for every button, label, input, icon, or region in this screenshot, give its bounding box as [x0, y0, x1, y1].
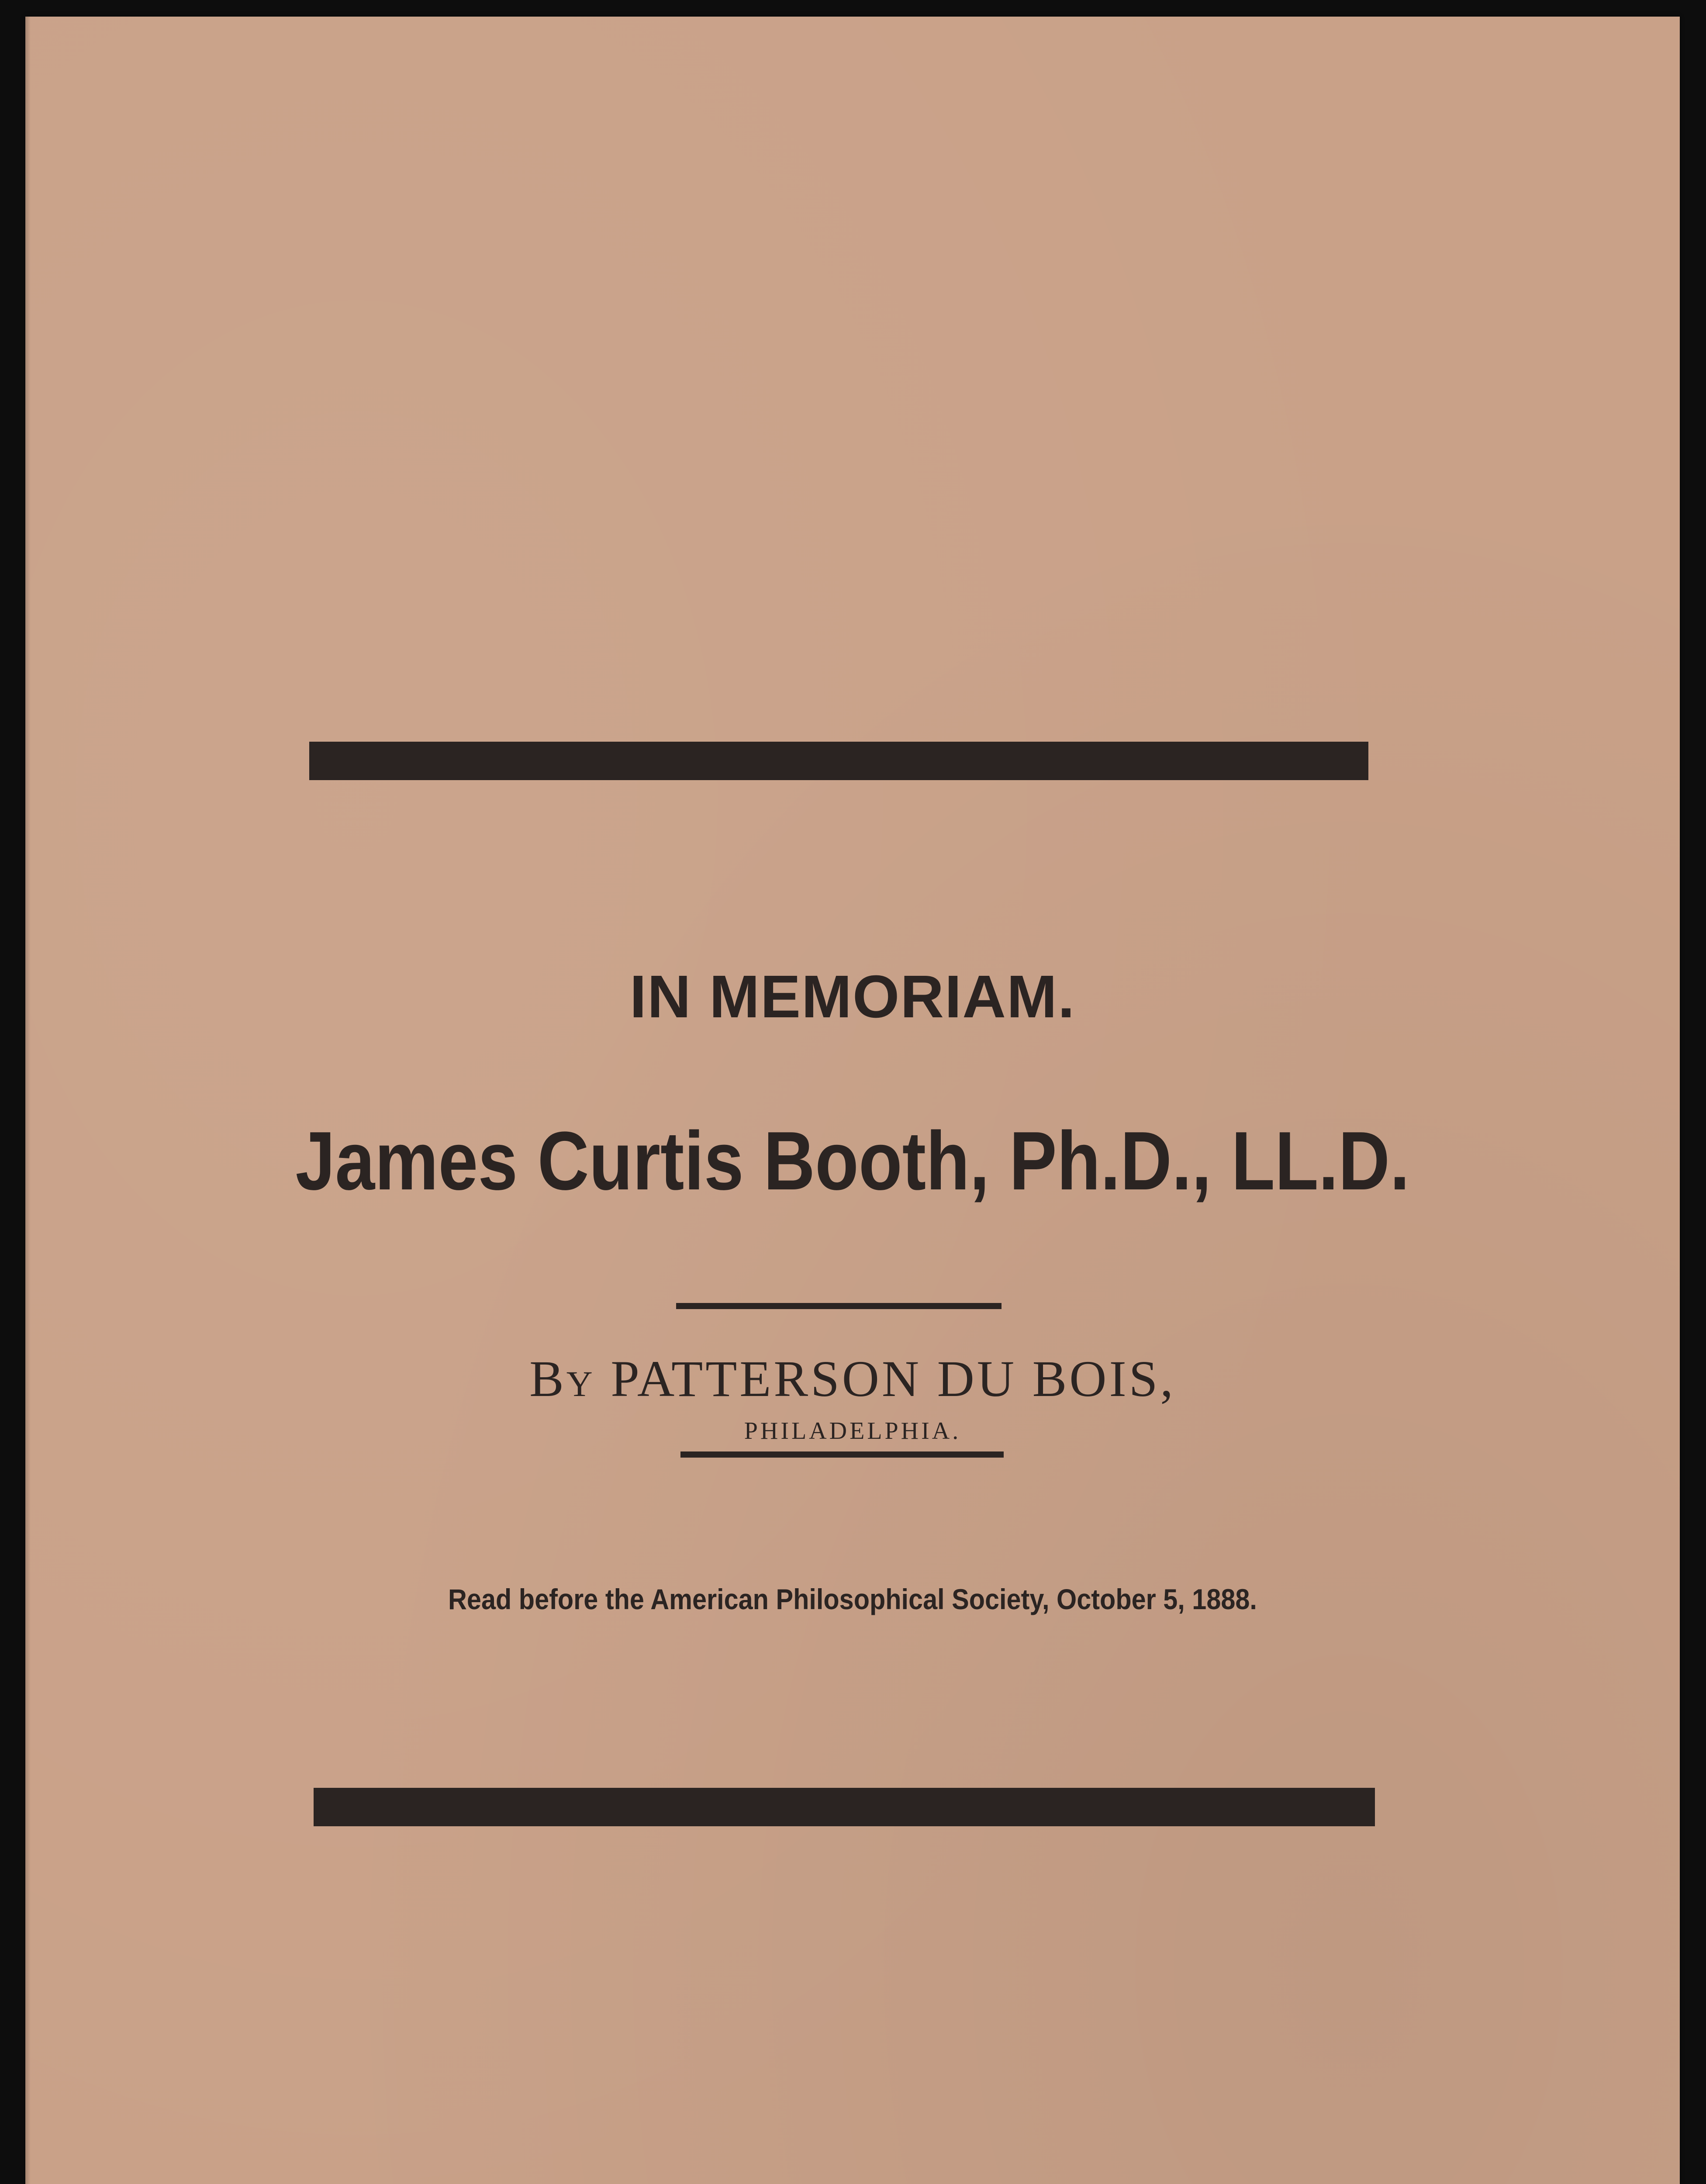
author-upper-rule — [676, 1303, 1001, 1309]
bottom-heavy-rule — [314, 1788, 1375, 1826]
top-heavy-rule — [309, 742, 1368, 780]
subject-name: James Curtis Booth, Ph.D., LL.D. — [295, 1115, 1410, 1207]
pamphlet-cover — [25, 17, 1680, 2184]
location-line: PHILADELPHIA. — [744, 1417, 961, 1444]
author-lower-rule — [680, 1451, 1004, 1458]
spine-shadow — [25, 17, 31, 2184]
memoriam-heading: IN MEMORIAM. — [629, 963, 1076, 1030]
author-line: By PATTERSON DU BOIS, — [529, 1350, 1176, 1407]
reading-note: Read before the American Philosophical Society, October 5, 1888. — [448, 1583, 1257, 1615]
